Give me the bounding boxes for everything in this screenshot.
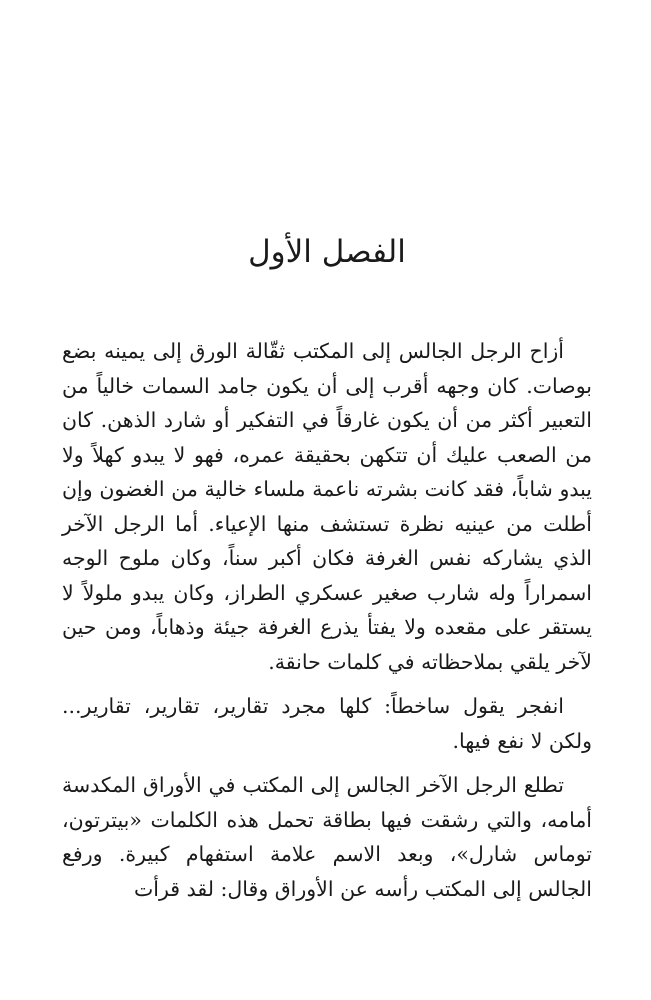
paragraph: انفجر يقول ساخطاً: كلها مجرد تقارير، تقارير، تقارير... ولكن لا نفع فيها.: [62, 694, 592, 753]
book-page: [62, 0, 592, 1000]
paragraph: تطلع الرجل الآخر الجالس إلى المكتب في الأوراق المكدسة أمامه، والتي رشقت فيها بطاقة تحمل هذه الكلمات «بيترتون، توماس شارل»، وبعد الاسم علامة استفهام كبيرة. ورفع الجالس إلى المكتب رأسه عن الأوراق وقال: لقد قرأت: [62, 773, 592, 901]
chapter-body: [62, 334, 592, 906]
chapter-title: الفصل الأول: [248, 234, 406, 270]
paragraph: أزاح الرجل الجالس إلى المكتب ثقّالة الورق إلى يمينه بضع بوصات. كان وجهه أقرب إلى أن يكون جامد السمات خالياً من التعبير أكثر من أن يكون غارقاً في التفكير أو شارد الذهن. كان من الصعب عليك أن تتكهن بحقيقة عمره، فهو لا يبدو كهلاً ولا يبدو شاباً، فقد كانت بشرته ناعمة ملساء خالية من الغضون وإن أطلت من عينيه نظرة تستشف منها الإعياء. أما الرجل الآخر الذي يشاركه نفس الغرفة فكان أكبر سناً، وكان ملوح الوجه اسمراراً وله شارب صغير عسكري الطراز، وكان يبدو ملولاً لا يستقر على مقعده ولا يفتأ يذرع الغرفة جيئة وذهاباً، ومن حين لآخر يلقي بملاحظاته في كلمات حانقة.: [62, 339, 592, 674]
